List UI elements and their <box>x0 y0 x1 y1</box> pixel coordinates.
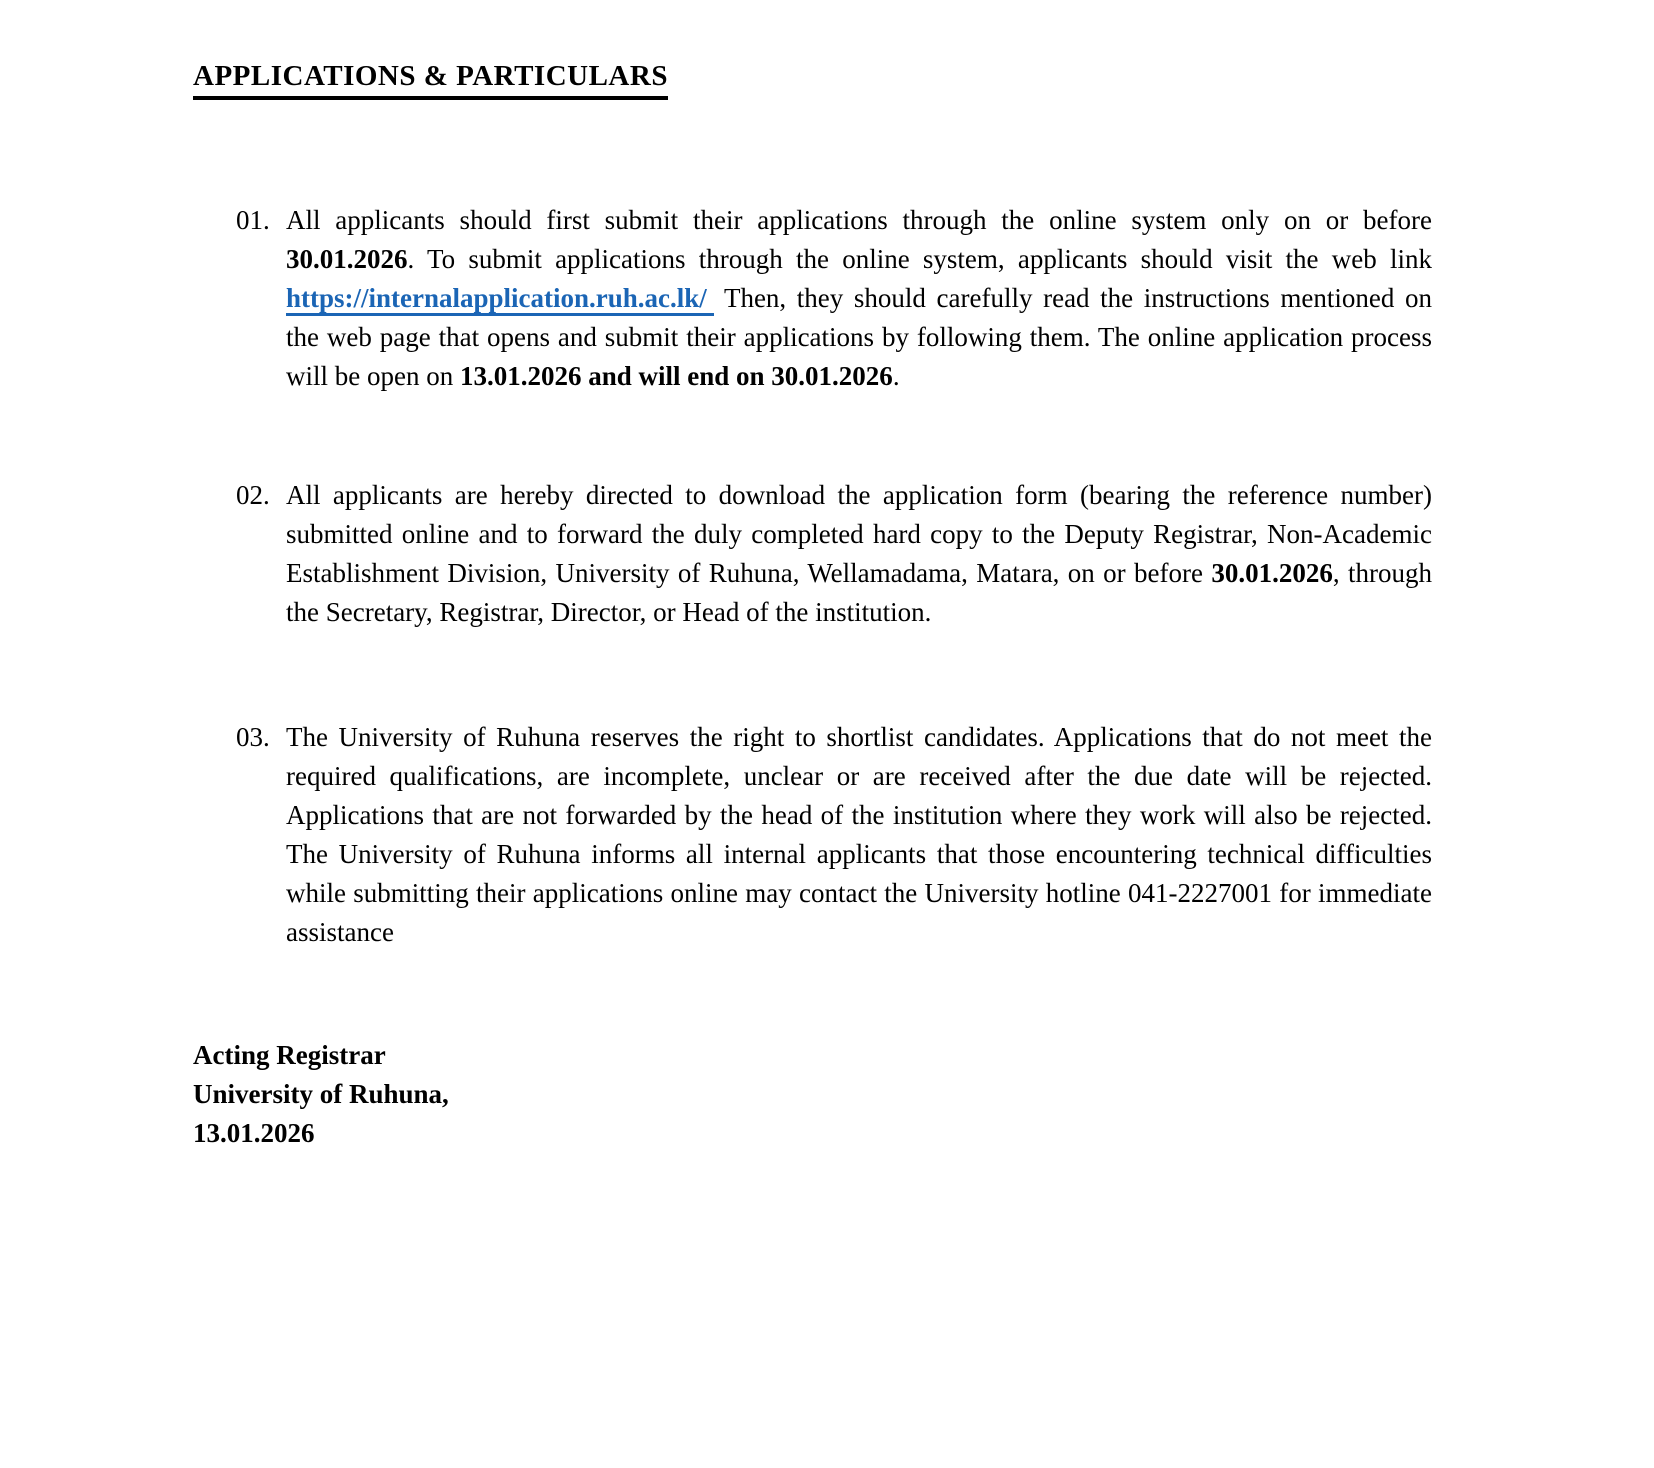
item-number: 01. <box>236 205 270 235</box>
bold-deadline-date: 30.01.2026 <box>1211 558 1333 588</box>
numbered-item-02 <box>236 476 1432 632</box>
item-number: 03. <box>236 722 270 752</box>
text-segment: . To submit applications through the online system, applicants should visit the web link <box>407 244 1432 274</box>
signature-role: Acting Registrar <box>193 1040 386 1070</box>
numbered-item-01 <box>236 201 1432 396</box>
text-segment: , through the Secretary, Registrar, Director, or Head of the institution. <box>286 558 1432 627</box>
document-title <box>193 0 1654 100</box>
text-segment: The University of Ruhuna reserves the right to shortlist candidates. Applications that do not meet the required qualifications, are incomplete, unclear or are received after the due date will be rejected. Applications that are not forwarded by the head of the institution where they work will also be rejected. The University of Ruhuna informs all internal applicants that those encountering technical difficulties while submitting their applications online may contact the University hotline 041-2227001 for immediate assistance <box>286 722 1432 947</box>
text-segment: All applicants are hereby directed to download the application form (bearing the reference number) submitted online and to forward the duly completed hard copy to the Deputy Registrar, Non-Academic Establishment Division, University of Ruhuna, Wellamadama, Matara, on or before <box>286 480 1432 588</box>
document-title-text: APPLICATIONS & PARTICULARS <box>193 60 668 100</box>
numbered-item-03 <box>236 718 1432 952</box>
bold-open-close-dates: 13.01.2026 and will end on 30.01.2026 <box>459 361 893 391</box>
text-segment: Then, they should carefully read the instructions mentioned on the web page that opens and submit their applications by following them. The online application process will be open on <box>286 283 1432 391</box>
signature-block <box>193 1036 1654 1153</box>
signature-institution: University of Ruhuna, <box>193 1079 449 1109</box>
text-segment: . <box>892 361 900 391</box>
item-number: 02. <box>236 480 270 510</box>
application-link[interactable]: https://internalapplication.ruh.ac.lk/ <box>286 283 714 316</box>
bold-deadline-date: 30.01.2026 <box>286 244 408 274</box>
signature-date: 13.01.2026 <box>193 1118 315 1148</box>
text-segment: All applicants should first submit their applications through the online system only on or before <box>286 205 1432 235</box>
